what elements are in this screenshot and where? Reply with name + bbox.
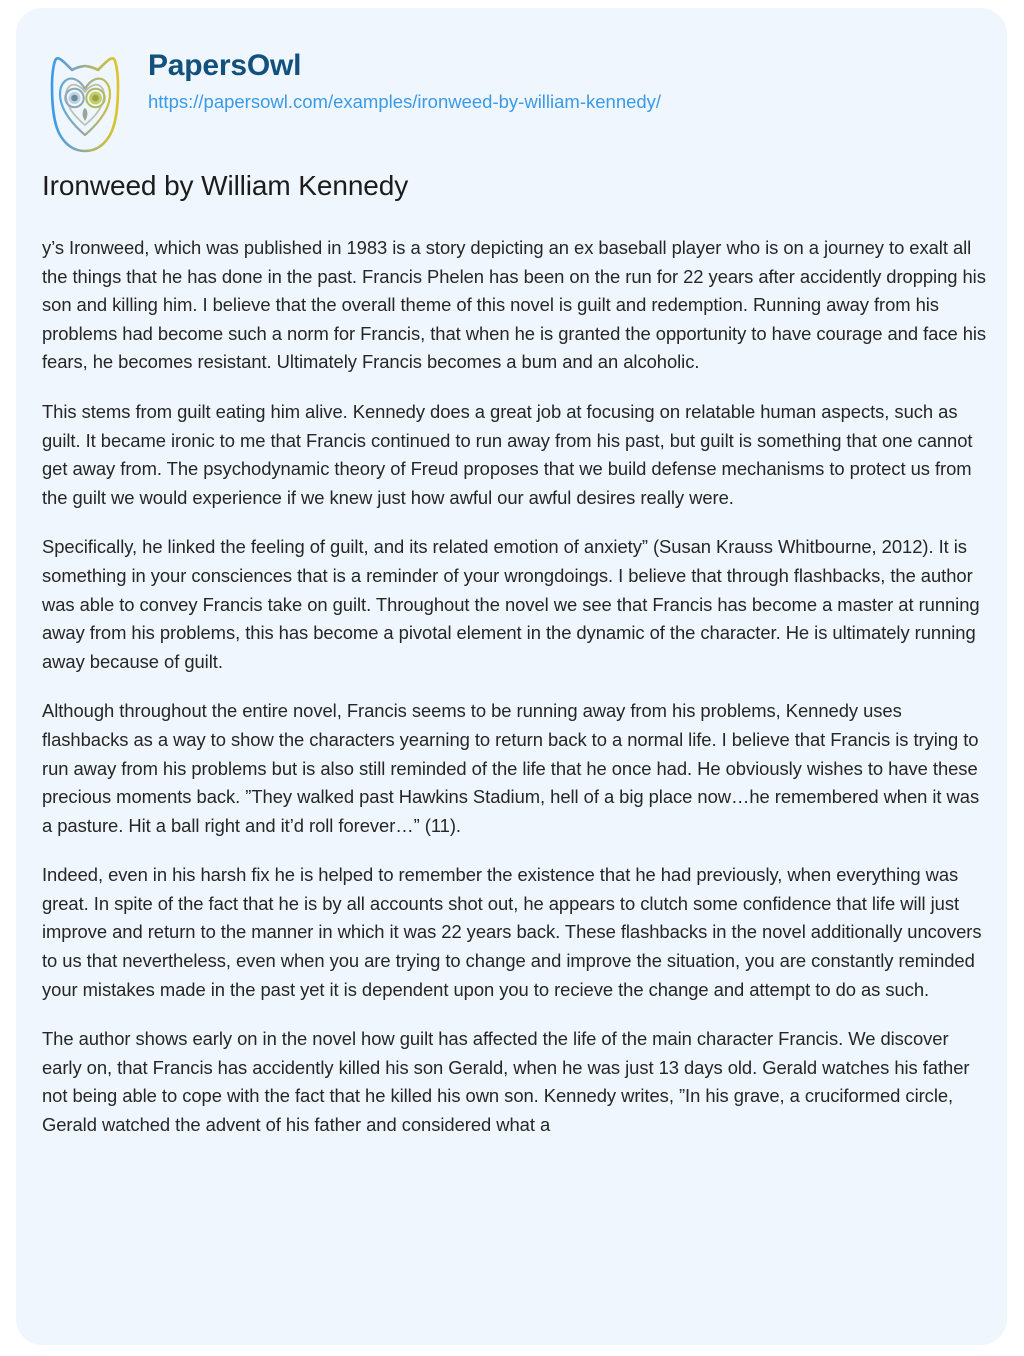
paragraph: Although throughout the entire novel, Francis seems to be running away from his problems, Kennedy uses flashbacks as a way to show the characters yearning to return back to a normal life. I believe that Francis is trying to run away from his problems but is also still reminded of the life that he once had. He obviously wishes to have these precious moments back. ”They walked past Hawkins Stadium, hell of a big place now…he remembered when it was a pasture. Hit a ball right and it’d roll forever…” (11). <box>42 700 980 836</box>
page-title: Ironweed by William Kennedy <box>42 170 409 201</box>
brand-name: PapersOwl <box>148 49 302 82</box>
article <box>42 168 987 1140</box>
site-header <box>42 38 661 154</box>
brand-block <box>148 38 661 113</box>
document-page-card <box>16 8 1007 1345</box>
paragraph: The author shows early on in the novel how guilt has affected the life of the main character Francis. We discover early on, that Francis has accidently killed his son Gerald, when he was just 13 days old. Gerald watches his father not being able to cope with the fact that he killed his own son. Kennedy writes, ”In his grave, a cruciformed circle, Gerald watched the advent of his father and considered what a <box>42 1028 970 1136</box>
paragraph: Specifically, he linked the feeling of guilt, and its related emotion of anxiety” (Susan Krauss Whitbourne, 2012). It is something in your consciences that is a reminder of your wrongdoings. I believe that through flashbacks, the author was able to convey Francis take on guilt. Throughout the novel we see that Francis has become a master at running away from his problems, this has become a pivotal element in the dynamic of the character. He is ultimately running away because of guilt. <box>42 536 980 672</box>
owl-logo-icon <box>42 50 128 154</box>
paragraph: Indeed, even in his harsh fix he is helped to remember the existence that he had previously, when everything was great. In spite of the fact that he is by all accounts shot out, he appears to clutch some confidence that life will just improve and return to the manner in which it was 22 years back. These flashbacks in the novel additionally uncovers to us that nevertheless, even when you are trying to change and improve the situation, you are constantly reminded your mistakes made in the past yet it is dependent upon you to recieve the change and attempt to do as such. <box>42 864 982 1000</box>
article-body <box>42 234 987 1140</box>
paragraph: This stems from guilt eating him alive. Kennedy does a great job at focusing on relatable human aspects, such as guilt. It became ironic to me that Francis continued to run away from his past, but guilt is something that one cannot get away from. The psychodynamic theory of Freud proposes that we build defense mechanisms to protect us from the guilt we would experience if we knew just how awful our awful desires really were. <box>42 400 973 508</box>
source-url-link[interactable]: https://papersowl.com/examples/ironweed-by-william-kennedy/ <box>148 90 662 112</box>
paragraph: y’s Ironweed, which was published in 1983 is a story depicting an ex baseball player who is on a journey to exalt all the things that he has done in the past. Francis Phelen has been on the run for 22 years after accidently dropping his son and killing him. I believe that the overall theme of this novel is guilt and redemption. Running away from his problems had become such a norm for Francis, that when he is granted the opportunity to have courage and face his fears, he becomes resistant. Ultimately Francis becomes a bum and an alcoholic. <box>42 237 987 373</box>
